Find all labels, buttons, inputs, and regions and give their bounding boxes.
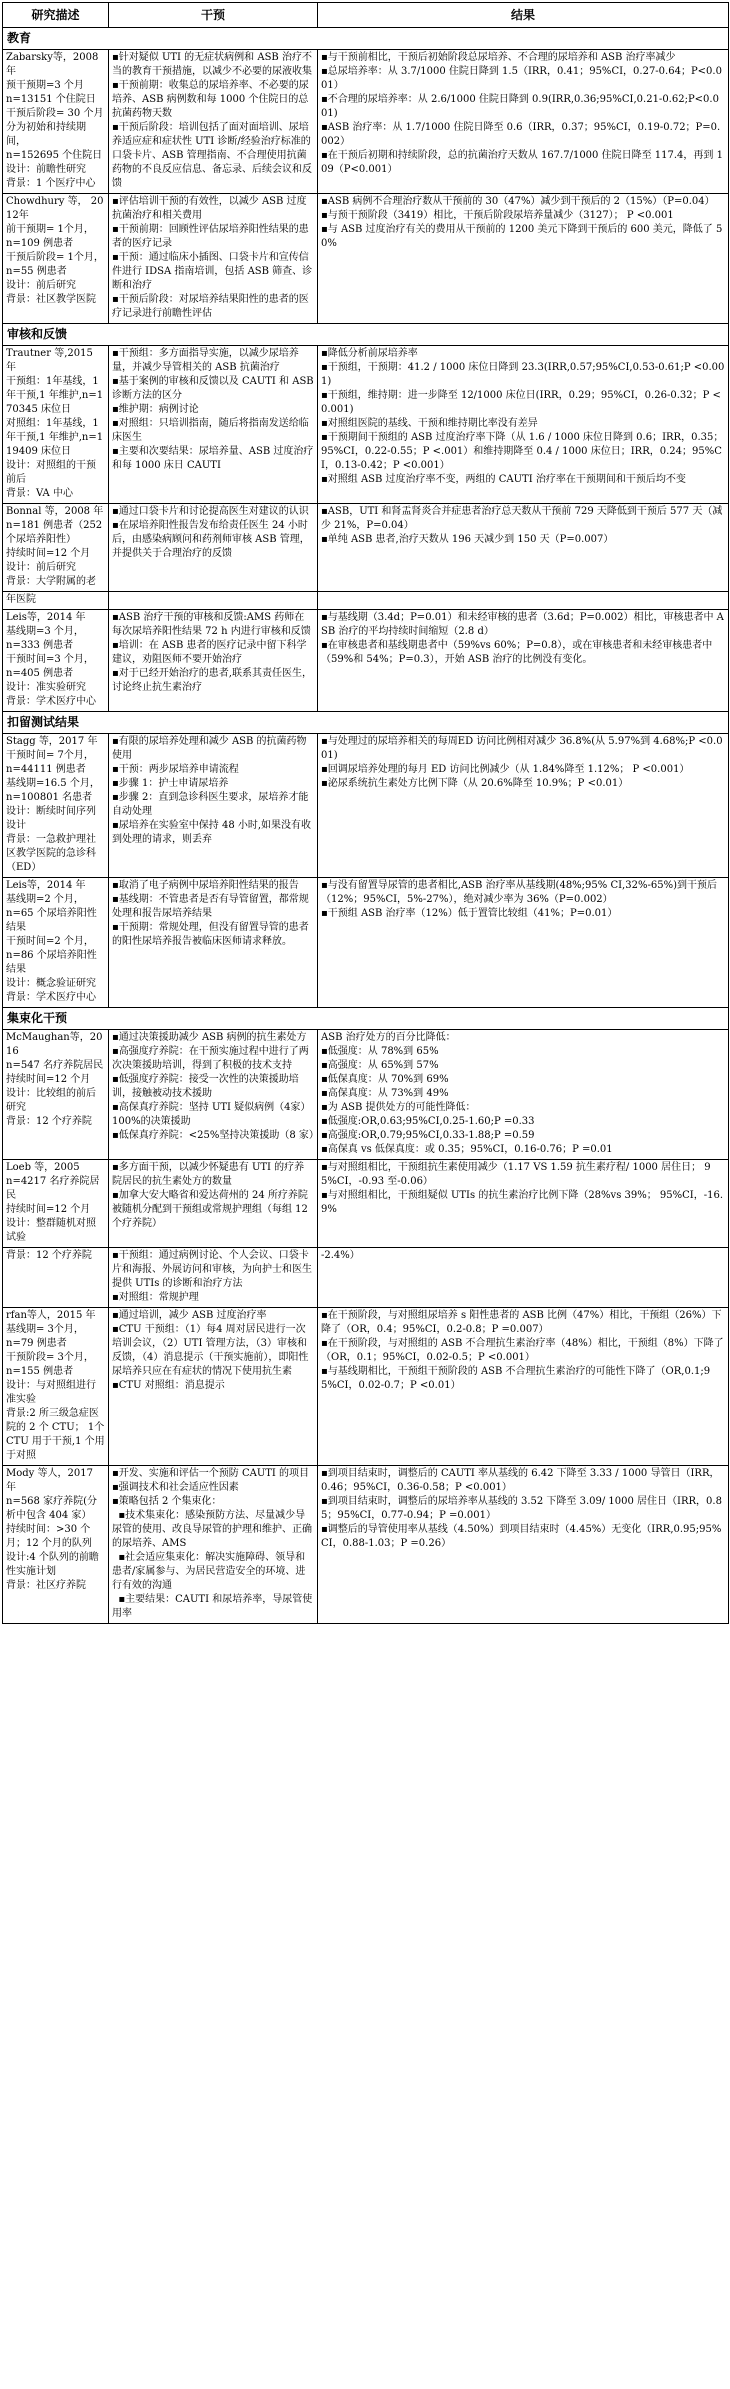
cell-paragraph: n=79 例患者 bbox=[6, 1338, 67, 1349]
cell-paragraph: ▪通过决策援助减少 ASB 病例的抗生素处方 bbox=[112, 1032, 307, 1043]
cell-paragraph: ▪ASB 治疗率：从 1.7/1000 住院日降至 0.6（IRR，0.37；95%CI，0.19-0.72；P=0.002） bbox=[321, 122, 721, 147]
cell-paragraph: 对照组：1年基线，1年干预,1 年维护,n=119409 床位日 bbox=[6, 418, 104, 457]
cell-paragraph: ▪与对照组相比，干预组疑似 UTIs 的抗生素治疗比例下降（28%vs 39%； 95%CI，-16.9% bbox=[321, 1190, 724, 1215]
section-title: 集束化干预 bbox=[3, 1008, 729, 1030]
study-cell bbox=[3, 1160, 109, 1248]
cell-paragraph: ▪多方面干预，以减少怀疑患有 UTI 的疗养院居民的抗生素处方的数量 bbox=[112, 1162, 305, 1187]
study-cell bbox=[3, 50, 109, 194]
cell-paragraph: Chowdhury 等， 2012年 bbox=[6, 196, 104, 221]
cell-paragraph: 背景：社区疗养院 bbox=[6, 1580, 86, 1591]
intervention-cell bbox=[109, 610, 318, 712]
cell-paragraph: n=155 例患者 bbox=[6, 1366, 74, 1377]
results-cell bbox=[318, 734, 729, 878]
intervention-cell bbox=[109, 592, 318, 610]
cell-paragraph: 设计：与对照组进行准实验 bbox=[6, 1380, 96, 1405]
cell-paragraph: ▪干预组，维持期：进一步降至 12/1000 床位日(IRR，0.29；95%CI，0.26-0.32；P <0.001) bbox=[321, 390, 721, 415]
intervention-cell bbox=[109, 878, 318, 1008]
cell-paragraph: 设计：整群随机对照试验 bbox=[6, 1218, 96, 1243]
cell-paragraph: n=333 例患者 bbox=[6, 640, 74, 651]
study-row bbox=[3, 194, 729, 324]
study-cell bbox=[3, 878, 109, 1008]
cell-paragraph: ▪低保真度：从 70%到 69% bbox=[321, 1074, 449, 1085]
column-header-study: 研究描述 bbox=[3, 3, 109, 28]
cell-paragraph: 背景：学术医疗中心 bbox=[6, 992, 96, 1003]
intervention-cell bbox=[109, 50, 318, 194]
results-cell bbox=[318, 1308, 729, 1466]
cell-paragraph: 干预阶段= 3个月， bbox=[6, 1352, 94, 1363]
cell-paragraph: 背景：一急救护理社区教学医院的急诊科（ED） bbox=[6, 834, 96, 873]
cell-paragraph: n=55 例患者 bbox=[6, 266, 67, 277]
study-row bbox=[3, 1160, 729, 1248]
cell-paragraph: 背景：VA 中心 bbox=[6, 488, 73, 499]
column-header-results: 结果 bbox=[318, 3, 729, 28]
cell-paragraph: 设计：概念验证研究 bbox=[6, 978, 96, 989]
cell-paragraph: 设计：前瞻性研究 bbox=[6, 164, 86, 175]
cell-paragraph: ▪低强度：从 78%到 65% bbox=[321, 1046, 439, 1057]
cell-paragraph: Leis等，2014 年 bbox=[6, 612, 86, 623]
intervention-cell bbox=[109, 1248, 318, 1308]
study-cell bbox=[3, 194, 109, 324]
results-cell bbox=[318, 504, 729, 592]
table-body bbox=[3, 28, 729, 1624]
study-row bbox=[3, 346, 729, 504]
cell-paragraph: n=152695 个住院日 bbox=[6, 150, 103, 161]
study-row bbox=[3, 592, 729, 610]
cell-paragraph: n=4217 名疗养院居民 bbox=[6, 1176, 100, 1201]
cell-paragraph: ▪降低分析前尿培养率 bbox=[321, 348, 418, 359]
cell-paragraph: 背景：大学附属的老 bbox=[6, 576, 96, 587]
cell-paragraph: ▪高保真 vs 低保真度：或 0.35；95%CI，0.16-0.76；P =0.01 bbox=[321, 1144, 613, 1155]
cell-paragraph: ▪尿培养在实验室中保持 48 小时,如果没有收到处理的请求，则丢弃 bbox=[112, 820, 312, 845]
cell-paragraph: ▪开发、实施和评估一个预防 CAUTI 的项目 bbox=[112, 1468, 310, 1479]
cell-paragraph: 干预时间= 7个月， bbox=[6, 750, 94, 761]
cell-paragraph: n=13151 个住院日 bbox=[6, 94, 96, 105]
results-cell bbox=[318, 1160, 729, 1248]
cell-paragraph: ▪步骤 1：护士申请尿培养 bbox=[112, 778, 229, 789]
cell-paragraph: 设计：前后研究 bbox=[6, 562, 76, 573]
cell-paragraph: 干预组：1年基线，1年干预,1 年维护,n=170345 床位日 bbox=[6, 376, 104, 415]
cell-paragraph: ▪与基线期（3.4d；P=0.01）和未经审核的患者（3.6d；P=0.002）相比，审核患者中 ASB 治疗的平均持续时间缩短（2.8 d） bbox=[321, 612, 724, 637]
cell-paragraph: ▪对照组：只培训指南，随后将指南发送给临床医生 bbox=[112, 418, 309, 443]
intervention-cell bbox=[109, 1160, 318, 1248]
study-row bbox=[3, 734, 729, 878]
study-cell bbox=[3, 1308, 109, 1466]
cell-paragraph: ▪干预期：常规处理，但没有留置导管的患者的阳性尿培养报告被临床医师请求释放。 bbox=[112, 922, 309, 947]
cell-paragraph: ▪与处理过的尿培养相关的每周ED 访问比例相对减少 36.8%(从 5.97%到 4.68%;P <0.001) bbox=[321, 736, 723, 761]
cell-paragraph: ▪CTU 对照组：消息提示 bbox=[112, 1380, 225, 1391]
cell-paragraph: ▪高保真度：从 73%到 49% bbox=[321, 1088, 449, 1099]
cell-paragraph: ▪到项目结束时，调整后的尿培养率从基线的 3.52 下降至 3.09/ 1000 居住日（IRR，0.85；95%CI，0.77-0.94；P =0.001） bbox=[321, 1496, 722, 1521]
cell-paragraph: ▪低强度疗养院：接受一次性的决策援助培训，接触被动技术援助 bbox=[112, 1074, 299, 1099]
cell-paragraph: ▪与没有留置导尿管的患者相比,ASB 治疗率从基线期(48%;95% CI,32%-65%)到干预后（12%；95%CI，5%-27%），绝对减少率为 36%（P=0.002） bbox=[321, 880, 717, 905]
studies-table bbox=[2, 2, 729, 1624]
cell-paragraph: ▪泌尿系统抗生素处方比例下降（从 20.6%降至 10.9%；P <0.01） bbox=[321, 778, 629, 789]
cell-paragraph: ▪维护期：病例讨论 bbox=[112, 404, 199, 415]
cell-paragraph: 干预后阶段= 1个月， bbox=[6, 252, 104, 263]
cell-paragraph: ▪ASB，UTI 和肾盂肾炎合并症患者治疗总天数从干预前 729 天降低到干预后 577 天（减少 21%，P=0.04） bbox=[321, 506, 723, 531]
study-cell bbox=[3, 592, 109, 610]
cell-paragraph: ▪策略包括 2 个集束化： bbox=[112, 1496, 222, 1507]
cell-paragraph: 背景：社区教学医院 bbox=[6, 294, 96, 305]
study-row bbox=[3, 1466, 729, 1624]
cell-paragraph: n=100801 名患者 bbox=[6, 792, 93, 803]
cell-paragraph: ▪总尿培养率：从 3.7/1000 住院日降到 1.5（IRR，0.41；95%CI，0.27-0.64；P<0.001） bbox=[321, 66, 722, 91]
results-cell bbox=[318, 1466, 729, 1624]
study-row bbox=[3, 1030, 729, 1160]
results-cell bbox=[318, 194, 729, 324]
cell-paragraph: ▪与预干预阶段（3419）相比，干预后阶段尿培养量减少（3127）； P <0.001 bbox=[321, 210, 674, 221]
cell-paragraph: ▪对照组：常规护理 bbox=[112, 1292, 199, 1303]
cell-paragraph: 干预后阶段= 30 个月分为初始和持续期间， bbox=[6, 108, 104, 147]
cell-paragraph: 持续时间=12 个月 bbox=[6, 548, 91, 559]
study-row bbox=[3, 878, 729, 1008]
cell-paragraph: ▪通过培训，减少 ASB 过度治疗率 bbox=[112, 1310, 267, 1321]
cell-paragraph: ▪通过口袋卡片和讨论提高医生对建议的认识 bbox=[112, 506, 309, 517]
cell-paragraph: 干预时间=3 个月， bbox=[6, 654, 94, 665]
cell-paragraph: n=109 例患者 bbox=[6, 238, 74, 249]
cell-paragraph: ▪基于案例的审核和反馈以及 CAUTI 和 ASB 诊断方法的区分 bbox=[112, 376, 317, 401]
cell-paragraph: ▪干预前期：收集总的尿培养率、不必要的尿培养、ASB 病例数和每 1000 个住院日的总抗菌药物天数 bbox=[112, 80, 309, 119]
study-cell bbox=[3, 1466, 109, 1624]
study-cell bbox=[3, 1030, 109, 1160]
cell-paragraph: ▪技术集束化：感染预防方法、尽量减少导尿管的使用、改良导尿管的护理和维护、正确的尿培养、AMS bbox=[112, 1510, 312, 1549]
cell-paragraph: ▪调整后的导管使用率从基线（4.50%）到项目结束时（4.45%）无变化（IRR,0.95;95%CI，0.88-1.03；P =0.26） bbox=[321, 1524, 722, 1549]
cell-paragraph: 背景：12 个疗养院 bbox=[6, 1116, 92, 1127]
cell-paragraph: ▪在干预阶段，与对照组尿培养 s 阳性患者的 ASB 比例（47%）相比，干预组（26%）下降了（OR，0.4；95%CI，0.2-0.8；P =0.007） bbox=[321, 1310, 722, 1335]
cell-paragraph: n=547 名疗养院居民 bbox=[6, 1060, 104, 1071]
cell-paragraph: 背景：12 个疗养院 bbox=[6, 1250, 92, 1261]
table-header-row bbox=[3, 3, 729, 28]
study-cell bbox=[3, 1248, 109, 1308]
cell-paragraph: 基线期= 3个月， bbox=[6, 1324, 84, 1335]
study-row bbox=[3, 50, 729, 194]
section-row-2 bbox=[3, 712, 729, 734]
study-row bbox=[3, 1248, 729, 1308]
cell-paragraph: ▪在审核患者和基线期患者中（59%vs 60%；P=0.8），或在审核患者和未经审核患者中（59%和 54%；P=0.3），开始 ASB 治疗的比例没有变化。 bbox=[321, 640, 713, 665]
cell-paragraph: n=65 个尿培养阳性结果 bbox=[6, 908, 97, 933]
cell-paragraph: Trautner 等,2015 年 bbox=[6, 348, 97, 373]
results-cell bbox=[318, 50, 729, 194]
cell-paragraph: 设计：前后研究 bbox=[6, 280, 76, 291]
cell-paragraph: ▪高强度:OR,0.79;95%CI,0.33-1.88;P =0.59 bbox=[321, 1130, 535, 1141]
cell-paragraph: 基线期=2 个月， bbox=[6, 894, 84, 905]
cell-paragraph: 设计：比较组的前后研究 bbox=[6, 1088, 96, 1113]
cell-paragraph: ▪取消了电子病例中尿培养阳性结果的报告 bbox=[112, 880, 299, 891]
results-cell bbox=[318, 346, 729, 504]
study-row bbox=[3, 504, 729, 592]
cell-paragraph: n=568 家疗养院(分析中包含 404 家） bbox=[6, 1496, 97, 1521]
study-cell bbox=[3, 734, 109, 878]
cell-paragraph: ▪主要和次要结果：尿培养量、ASB 过度治疗和每 1000 床日 CAUTI bbox=[112, 446, 314, 471]
cell-paragraph: ▪对照组医院的基线、干预和维持期比率没有差异 bbox=[321, 418, 538, 429]
section-title: 审核和反馈 bbox=[3, 324, 729, 346]
cell-paragraph: ▪到项目结束时，调整后的 CAUTI 率从基线的 6.42 下降至 3.33 / 1000 导管日（IRR，0.46；95%CI，0.36-0.58；P <0.001） bbox=[321, 1468, 720, 1493]
results-cell bbox=[318, 592, 729, 610]
cell-paragraph: 基线期=3 个月， bbox=[6, 626, 84, 637]
cell-paragraph: ▪为 ASB 提供处方的可能性降低： bbox=[321, 1102, 476, 1113]
cell-paragraph: 预干预期=3 个月 bbox=[6, 80, 84, 91]
cell-paragraph: ▪在干预阶段，与对照组的 ASB 不合理抗生素治疗率（48%）相比，干预组（8%）下降了（OR，0.1；95%CI，0.02-0.5；P <0.001） bbox=[321, 1338, 724, 1363]
results-cell bbox=[318, 1030, 729, 1160]
study-row bbox=[3, 610, 729, 712]
cell-paragraph: 背景:2 所三级急症医院的 2 个 CTU； 1个CTU 用于干预,1 个用于对照 bbox=[6, 1408, 105, 1461]
column-header-intervention: 干预 bbox=[109, 3, 318, 28]
cell-paragraph: ▪有限的尿培养处理和减少 ASB 的抗菌药物使用 bbox=[112, 736, 307, 761]
cell-paragraph: rfan等人，2015 年 bbox=[6, 1310, 96, 1321]
cell-paragraph: n=405 例患者 bbox=[6, 668, 74, 679]
section-title: 扣留测试结果 bbox=[3, 712, 729, 734]
cell-paragraph: ▪与 ASB 过度治疗有关的费用从干预前的 1200 美元下降到干预后的 600 美元，降低了 50% bbox=[321, 224, 723, 249]
cell-paragraph: 基线期=16.5 个月， bbox=[6, 778, 100, 789]
cell-paragraph: Bonnal 等，2008 年 bbox=[6, 506, 104, 517]
cell-paragraph: ▪步骤 2：直到急诊科医生要求，尿培养才能自动处理 bbox=[112, 792, 309, 817]
results-cell bbox=[318, 610, 729, 712]
cell-paragraph: ▪与基线期相比，干预组干预阶段的 ASB 不合理抗生素治疗的可能性下降了（OR,0.1;95%CI，0.02-0.7；P <0.01） bbox=[321, 1366, 711, 1391]
cell-paragraph: ▪干预：通过临床小插图、口袋卡片和宣传信件进行 IDSA 指南培训，包括 ASB 筛查、诊断和治疗 bbox=[112, 252, 313, 291]
cell-paragraph: ▪在尿培养阳性报告发布给责任医生 24 小时后，由感染病顾问和药剂师审核 ASB 管理，并提供关于合理治疗的反馈 bbox=[112, 520, 310, 559]
cell-paragraph: ▪加拿大安大略省和爱达荷州的 24 所疗养院被随机分配到干预组或常规护理组（每组 12 个疗养院） bbox=[112, 1190, 312, 1229]
cell-paragraph: ▪不合理的尿培养率：从 2.6/1000 住院日降到 0.9(IRR,0.36;95%CI,0.21-0.62;P<0.001) bbox=[321, 94, 719, 119]
cell-paragraph: ▪干预后阶段：培训包括了面对面培训、尿培养适应症和症状性 UTI 诊断/经验治疗标准的口袋卡片、ASB 管理指南、不合理使用抗菌药物的不良反应信息、备忘录、后续会议和反馈 bbox=[112, 122, 312, 189]
study-cell bbox=[3, 346, 109, 504]
section-row-1 bbox=[3, 324, 729, 346]
cell-paragraph: 设计:4 个队列的前瞻性实施计划 bbox=[6, 1552, 99, 1577]
cell-paragraph: 设计：断续时间序列设计 bbox=[6, 806, 96, 831]
intervention-cell bbox=[109, 734, 318, 878]
section-row-3 bbox=[3, 1008, 729, 1030]
cell-paragraph: 持续时间=12 个月 bbox=[6, 1204, 91, 1215]
intervention-cell bbox=[109, 504, 318, 592]
cell-paragraph: 背景：学术医疗中心 bbox=[6, 696, 96, 707]
section-title: 教育 bbox=[3, 28, 729, 50]
cell-paragraph: ▪干预后阶段：对尿培养结果阳性的患者的医疗记录进行前瞻性评估 bbox=[112, 294, 309, 319]
cell-paragraph: ▪回调尿培养处理的每月 ED 访问比例减少（从 1.84%降至 1.12%； P <0.001） bbox=[321, 764, 690, 775]
intervention-cell bbox=[109, 194, 318, 324]
cell-paragraph: Mody 等人，2017 年 bbox=[6, 1468, 97, 1493]
intervention-cell bbox=[109, 1466, 318, 1624]
cell-paragraph: 持续时间=12 个月 bbox=[6, 1074, 91, 1085]
cell-paragraph: Zabarsky等，2008 年 bbox=[6, 52, 102, 77]
cell-paragraph: n=86 个尿培养阳性结果 bbox=[6, 950, 97, 975]
cell-paragraph: ▪干预组 ASB 治疗率（12%）低于置管比较组（41%；P=0.01） bbox=[321, 908, 618, 919]
cell-paragraph: ▪高保真疗养院：坚持 UTI 疑似病例（4家）100%的决策援助 bbox=[112, 1102, 311, 1127]
cell-paragraph: McMaughan等，2016 bbox=[6, 1032, 103, 1057]
cell-paragraph: 持续时间：>30 个月；12 个月的队列 bbox=[6, 1524, 92, 1549]
cell-paragraph: Leis等，2014 年 bbox=[6, 880, 86, 891]
intervention-cell bbox=[109, 1030, 318, 1160]
section-row-0 bbox=[3, 28, 729, 50]
cell-paragraph: n=44111 例患者 bbox=[6, 764, 86, 775]
cell-paragraph: -2.4%） bbox=[321, 1250, 360, 1261]
cell-paragraph: ▪高强度疗养院：在干预实施过程中进行了两次决策援助培训，得到了积极的技术支持 bbox=[112, 1046, 309, 1071]
results-cell bbox=[318, 1248, 729, 1308]
cell-paragraph: n=181 例患者（252 个尿培养阳性） bbox=[6, 520, 106, 545]
study-row bbox=[3, 1308, 729, 1466]
cell-paragraph: ▪干预组：通过病例讨论、个人会议、口袋卡片和海报、外展访问和审核，为向护士和医生提供 UTIs 的诊断和治疗方法 bbox=[112, 1250, 312, 1289]
cell-paragraph: ▪对于已经开始治疗的患者,联系其责任医生，讨论终止抗生素治疗 bbox=[112, 668, 312, 693]
cell-paragraph: ▪低保真疗养院：<25%坚持决策援助（8 家） bbox=[112, 1130, 319, 1141]
cell-paragraph: ▪与干预前相比，干预后初始阶段总尿培养、不合理的尿培养和 ASB 治疗率减少 bbox=[321, 52, 676, 63]
cell-paragraph: ▪单纯 ASB 患者,治疗天数从 196 天减少到 150 天（P=0.007） bbox=[321, 534, 614, 545]
cell-paragraph: ▪强调技术和社会适应性因素 bbox=[112, 1482, 239, 1493]
cell-paragraph: ▪主要结果：CAUTI 和尿培养率，导尿管使用率 bbox=[112, 1594, 313, 1619]
cell-paragraph: Stagg 等，2017 年 bbox=[6, 736, 98, 747]
cell-paragraph: ▪在干预后初期和持续阶段，总的抗菌治疗天数从 167.7/1000 住院日降至 117.4，再到 109（P<0.001） bbox=[321, 150, 723, 175]
study-cell bbox=[3, 504, 109, 592]
results-cell bbox=[318, 878, 729, 1008]
cell-paragraph: ▪培训：在 ASB 患者的医疗记录中留下科学建议，劝阻医师不要开始治疗 bbox=[112, 640, 307, 665]
study-cell bbox=[3, 610, 109, 712]
cell-paragraph: 前干预期= 1个月， bbox=[6, 224, 94, 235]
intervention-cell bbox=[109, 1308, 318, 1466]
intervention-cell bbox=[109, 346, 318, 504]
cell-paragraph: ▪基线期：不管患者是否有导管留置，都常规处理和报告尿培养结果 bbox=[112, 894, 309, 919]
cell-paragraph: ▪对照组 ASB 过度治疗率不变，两组的 CAUTI 治疗率在干预期间和干预后均不变 bbox=[321, 474, 686, 485]
cell-paragraph: ▪ASB 病例不合理治疗数从干预前的 30（47%）减少到干预后的 2（15%）（P=0.04） bbox=[321, 196, 715, 207]
cell-paragraph: ▪低强度:OR,0.63;95%CI,0.25-1.60;P =0.33 bbox=[321, 1116, 535, 1127]
cell-paragraph: 设计：准实验研究 bbox=[6, 682, 86, 693]
cell-paragraph: ▪评估培训干预的有效性，以减少 ASB 过度抗菌治疗和相关费用 bbox=[112, 196, 307, 221]
cell-paragraph: ▪针对疑似 UTI 的无症状病例和 ASB 治疗不当的教育干预措施，以减少不必要的尿液收集 bbox=[112, 52, 312, 77]
cell-paragraph: 年医院 bbox=[6, 594, 36, 605]
cell-paragraph: ▪干预期间干预组的 ASB 过度治疗率下降（从 1.6 / 1000 床位日降到 0.6；IRR，0.35；95%CI，0.22-0.55；P <.001）和维持期降至 0.4 / 1000 床位日；IRR，0.24；95%CI，0.13-0.42；P <0.001） bbox=[321, 432, 724, 471]
cell-paragraph: ▪与对照组相比，干预组抗生素使用减少（1.17 VS 1.59 抗生素疗程/ 1000 居住日； 95%CI，-0.93 至-0.06） bbox=[321, 1162, 711, 1187]
cell-paragraph: 干预时间=2 个月， bbox=[6, 936, 94, 947]
cell-paragraph: 背景：1 个医疗中心 bbox=[6, 178, 96, 189]
cell-paragraph: ▪干预：两步尿培养申请流程 bbox=[112, 764, 239, 775]
cell-paragraph: ▪社会适应集束化：解决实施障碍、领导和患者/家属参与、为居民营造安全的环境、进行有效的沟通 bbox=[112, 1552, 306, 1591]
cell-paragraph: ▪CTU 干预组：（1）每4 周对居民进行一次培训会议，（2）UTI 管理方法，（3）审核和反馈，（4）消息提示（干预实施前），即阳性尿培养只应在有症状的情况下使用抗生素 bbox=[112, 1324, 309, 1377]
cell-paragraph: 设计：对照组的干预前后 bbox=[6, 460, 96, 485]
cell-paragraph: ▪干预组：多方面指导实施，以减少尿培养量，并减少导管相关的 ASB 抗菌治疗 bbox=[112, 348, 299, 373]
cell-paragraph: ▪干预前期：回顾性评估尿培养阳性结果的患者的医疗记录 bbox=[112, 224, 309, 249]
cell-paragraph: Loeb 等，2005 bbox=[6, 1162, 80, 1173]
cell-paragraph: ASB 治疗处方的百分比降低： bbox=[321, 1032, 456, 1043]
cell-paragraph: ▪高强度：从 65%到 57% bbox=[321, 1060, 439, 1071]
cell-paragraph: ▪ASB 治疗干预的审核和反馈:AMS 药师在每次尿培养阳性结果 72 h 内进行审核和反馈 bbox=[112, 612, 311, 637]
cell-paragraph: ▪干预组，干预期：41.2 / 1000 床位日降到 23.3(IRR,0.57;95%CI,0.53-0.61;P <0.001) bbox=[321, 362, 725, 387]
